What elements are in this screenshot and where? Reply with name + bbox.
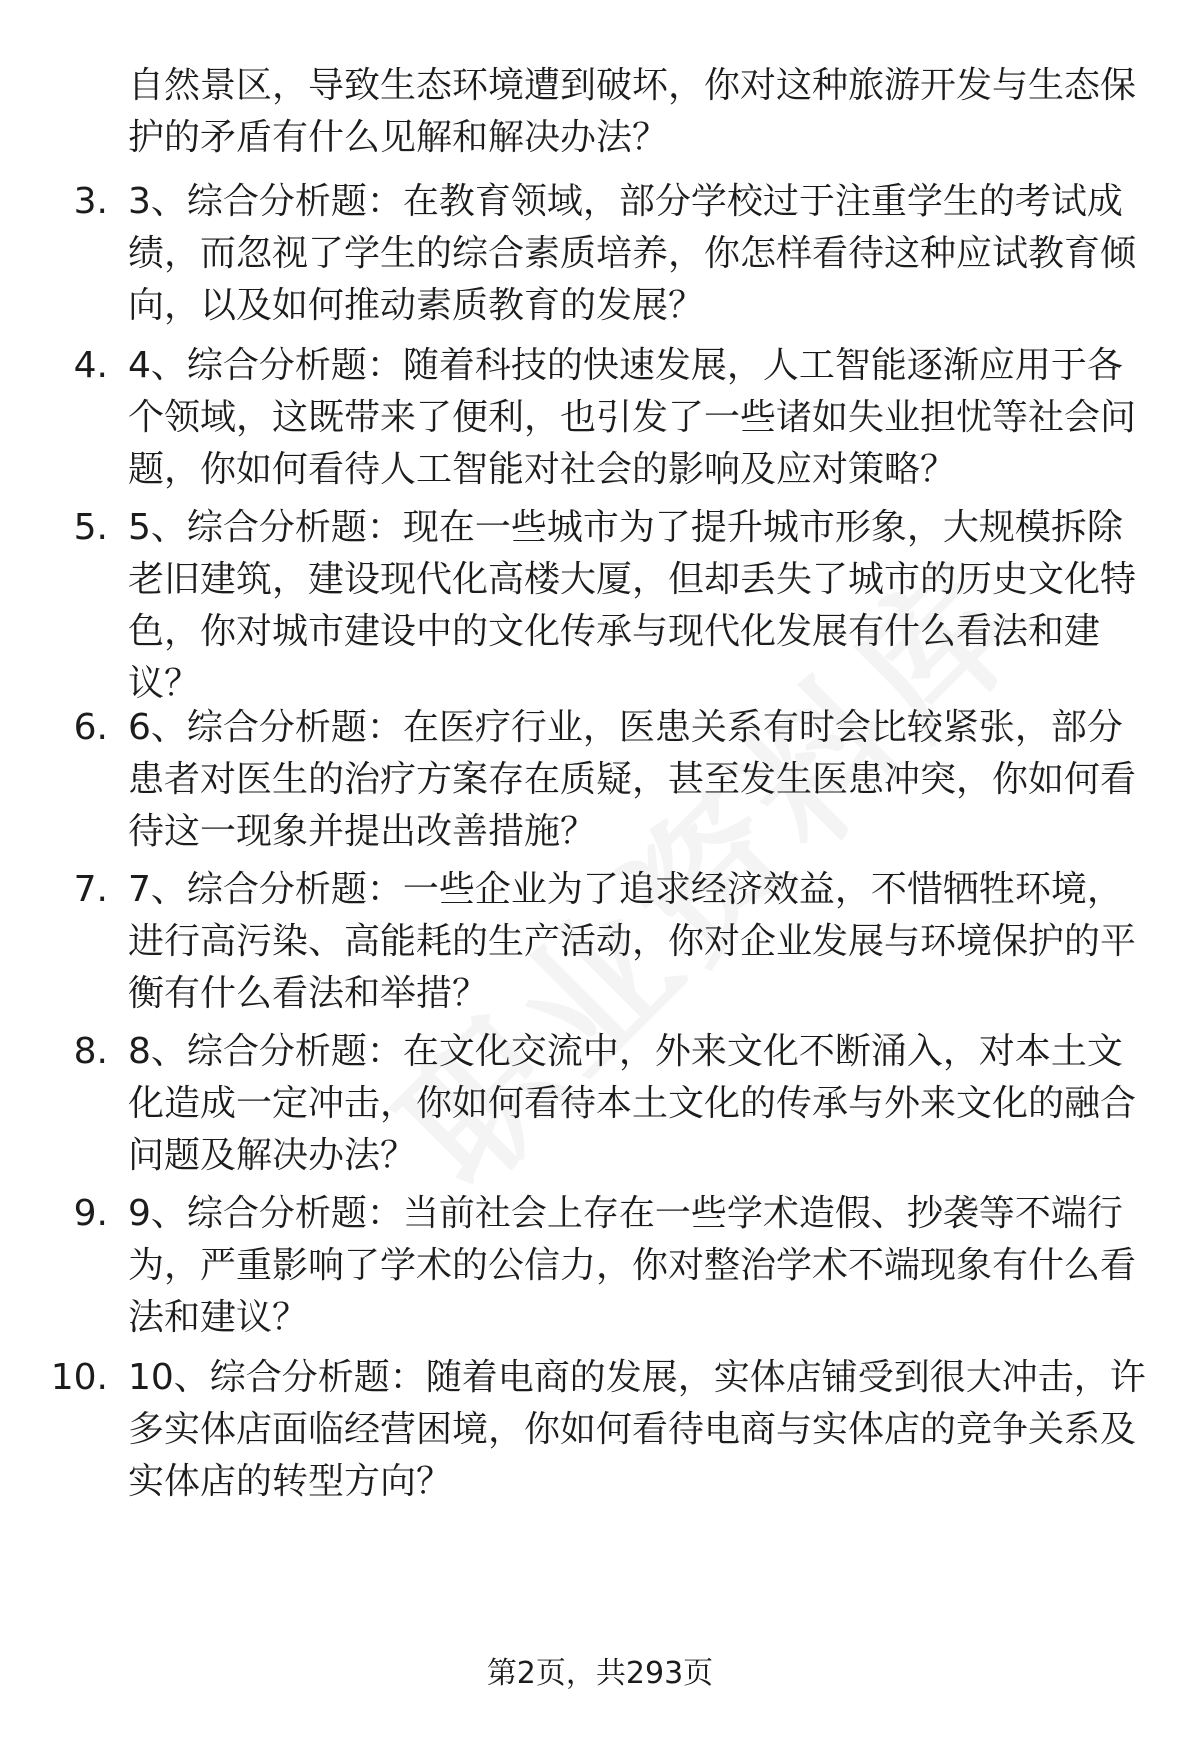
list-item-text: 4、综合分析题：随着科技的快速发展，人工智能逐渐应用于各个领域，这既带来了便利，也引发了一些诸如失业担忧等社会问题，你如何看待人工智能对社会的影响及应对策略？ (128, 345, 1137, 490)
list-item-number: 7. (73, 869, 108, 910)
list-item-number: 10. (50, 1357, 108, 1398)
list-item-text: 9、综合分析题：当前社会上存在一些学术造假、抄袭等不端行为，严重影响了学术的公信力，你对整治学术不端现象有什么看法和建议？ (128, 1193, 1137, 1338)
list-item-number: 5. (73, 507, 108, 548)
list-item-number: 4. (73, 345, 108, 386)
list-item-text: 3、综合分析题：在教育领域，部分学校过于注重学生的考试成绩，而忽视了学生的综合素质培养，你怎样看待这种应试教育倾向，以及如何推动素质教育的发展？ (128, 181, 1137, 326)
list-item-text: 6、综合分析题：在医疗行业，医患关系有时会比较紧张，部分患者对医生的治疗方案存在质疑，甚至发生医患冲突，你如何看待这一现象并提出改善措施？ (128, 707, 1137, 852)
list-item-text: 5、综合分析题：现在一些城市为了提升城市形象，大规模拆除老旧建筑，建设现代化高楼大厦，但却丢失了城市的历史文化特色，你对城市建设中的文化传承与现代化发展有什么看法和建议？ (128, 507, 1137, 704)
list-item-text: 8、综合分析题：在文化交流中，外来文化不断涌入，对本土文化造成一定冲击，你如何看待本土文化的传承与外来文化的融合问题及解决办法？ (128, 1031, 1137, 1176)
page-footer: 第2页，共293页 (486, 1656, 714, 1691)
continuation-paragraph: 自然景区，导致生态环境遭到破坏，你对这种旅游开发与生态保护的矛盾有什么见解和解决办法？ (128, 65, 1137, 158)
list-item-number: 9. (73, 1193, 108, 1234)
list-item-text: 10、综合分析题：随着电商的发展，实体店铺受到很大冲击，许多实体店面临经营困境，你如何看待电商与实体店的竞争关系及实体店的转型方向？ (128, 1357, 1146, 1502)
list-item-number: 6. (73, 707, 108, 748)
list-item-number: 3. (73, 181, 108, 222)
list-item-text: 7、综合分析题：一些企业为了追求经济效益，不惜牺牲环境，进行高污染、高能耗的生产活动，你对企业发展与环境保护的平衡有什么看法和举措？ (128, 869, 1137, 1014)
list-item-number: 8. (73, 1031, 108, 1072)
